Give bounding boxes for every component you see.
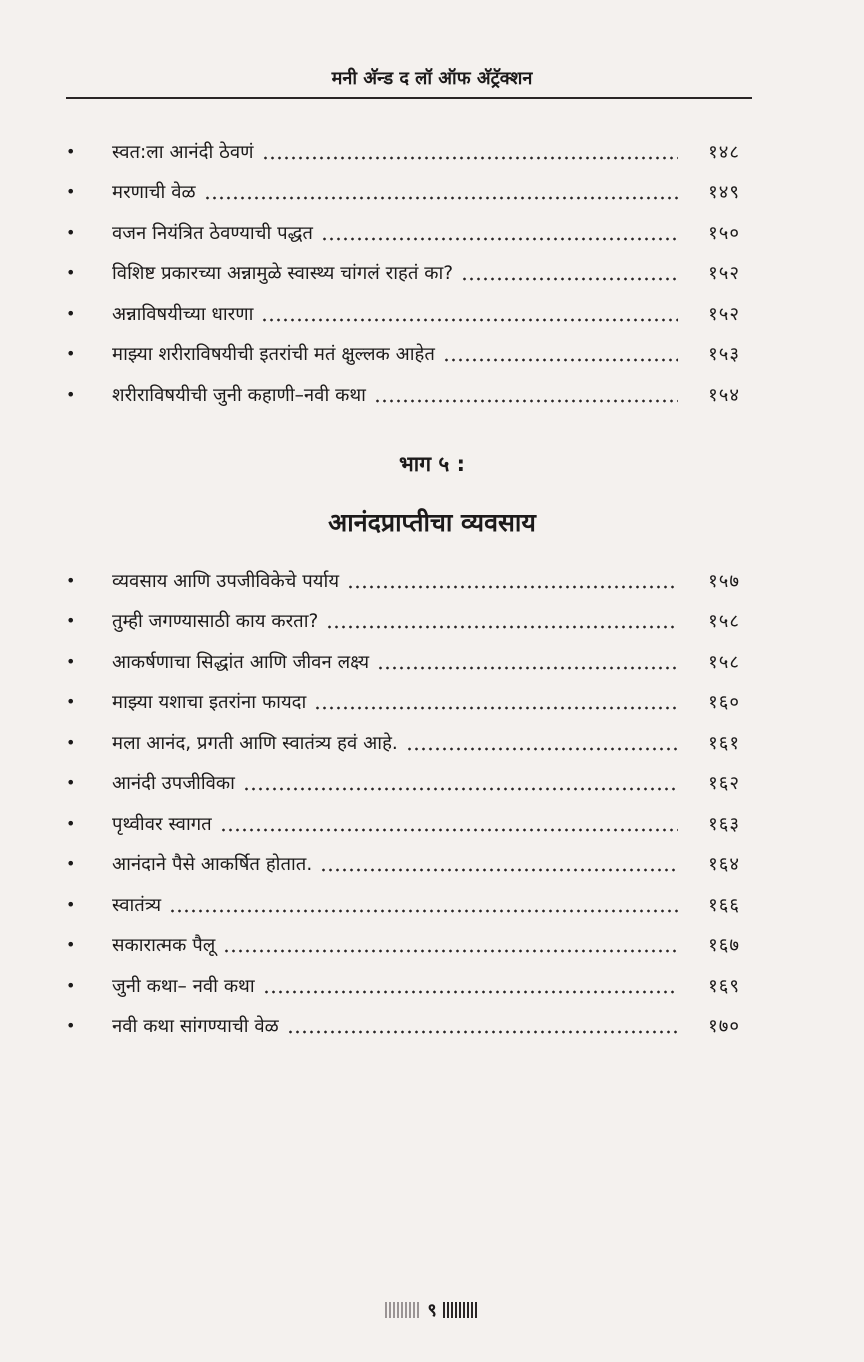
toc-entry-page: १६२ (708, 773, 740, 795)
toc-entry-page: १४८ (708, 141, 740, 163)
toc-entry-page: १६४ (708, 854, 740, 876)
toc-entry (60, 374, 740, 415)
running-head: मनी अ‍ॅन्ड द लॉ ऑफ अ‍ॅट्रॅक्शन (331, 68, 533, 89)
bullet-icon: • (66, 651, 76, 671)
section-title: आनंदप्राप्तीचा व्यवसाय (328, 508, 536, 537)
toc-entry-page: १६१ (708, 732, 740, 754)
toc-entry (60, 1006, 740, 1047)
dot-leader (287, 1030, 678, 1034)
toc-entry-page: १५० (708, 222, 740, 244)
toc-entry-title: स्वातंत्र्य (112, 894, 162, 916)
dot-leader (326, 625, 678, 629)
dot-leader (347, 585, 678, 589)
dot-leader (321, 237, 678, 241)
toc-entry-page: १६९ (708, 975, 740, 997)
toc-entry (60, 844, 740, 885)
dot-leader (261, 318, 678, 322)
toc-entry (60, 682, 740, 723)
toc-entry-page: १५७ (708, 570, 740, 592)
bullet-icon: • (66, 182, 76, 202)
page-number: ९ (427, 1300, 437, 1321)
bullet-icon: • (66, 1016, 76, 1036)
dot-leader (443, 358, 678, 362)
toc-entry-title: वजन नियंत्रित ठेवण्याची पद्धत (112, 222, 313, 244)
toc-entry-title: मरणाची वेळ (112, 182, 196, 204)
toc-entry-title: आनंदाने पैसे आकर्षित होतात. (112, 854, 313, 876)
toc-entry-title: मला आनंद, प्रगती आणि स्वातंत्र्य हवं आहे. (112, 732, 398, 754)
toc-entry-title: पृथ्वीवर स्वागत (112, 813, 212, 835)
toc-entry-title: आनंदी उपजीविका (112, 773, 235, 795)
header-rule (66, 97, 752, 99)
part-label: भाग ५ : (399, 452, 465, 476)
toc-entry (60, 722, 740, 763)
toc-entry-page: १५८ (708, 611, 740, 633)
toc-entry (60, 293, 740, 334)
toc-entry-page: १६७ (708, 935, 740, 957)
toc-entry-title: तुम्ही जगण्यासाठी काय करता? (112, 611, 319, 633)
toc-entry-title: जुनी कथा– नवी कथा (112, 975, 255, 997)
toc-entry-page: १७० (708, 1016, 740, 1038)
bullet-icon: • (66, 813, 76, 833)
toc-entry-page: १५८ (708, 651, 740, 673)
toc-entry (60, 253, 740, 294)
dot-leader (169, 909, 678, 913)
bullet-icon: • (66, 222, 76, 242)
toc-entry-page: १५४ (708, 384, 740, 406)
dot-leader (263, 990, 678, 994)
dot-leader (374, 399, 678, 403)
toc-entry (60, 884, 740, 925)
dot-leader (406, 747, 678, 751)
toc-entry-title: माझ्या शरीराविषयीची इतरांची मतं क्षुल्लक आहेत (112, 344, 435, 366)
footer-ornament-left (385, 1302, 421, 1318)
bullet-icon: • (66, 570, 76, 590)
toc-entry (60, 131, 740, 172)
toc-entry-page: १४९ (708, 182, 740, 204)
bullet-icon: • (66, 692, 76, 712)
bullet-icon: • (66, 344, 76, 364)
toc-entry-title: आकर्षणाचा सिद्धांत आणि जीवन लक्ष्य (112, 651, 370, 673)
bullet-icon: • (66, 894, 76, 914)
toc-entry-page: १६० (708, 692, 740, 714)
toc-entry (60, 334, 740, 375)
dot-leader (461, 277, 678, 281)
toc-list-part-5 (60, 560, 740, 1046)
toc-entry-title: व्यवसाय आणि उपजीविकेचे पर्याय (112, 570, 340, 592)
footer-ornament-right (443, 1302, 479, 1318)
dot-leader (320, 868, 678, 872)
toc-entry-page: १५२ (708, 263, 740, 285)
toc-entry (60, 601, 740, 642)
dot-leader (223, 949, 678, 953)
toc-entry-title: नवी कथा सांगण्याची वेळ (112, 1016, 279, 1038)
dot-leader (243, 787, 678, 791)
dot-leader (204, 196, 678, 200)
toc-entry (60, 172, 740, 213)
dot-leader (262, 156, 678, 160)
toc-entry-title: अन्नाविषयीच्या धारणा (112, 303, 254, 325)
toc-entry-title: स्वत:ला आनंदी ठेवणं (112, 141, 254, 163)
toc-entry-title: विशिष्ट प्रकारच्या अन्नामुळे स्वास्थ्य चांगलं राहतं का? (112, 263, 454, 285)
toc-entry (60, 803, 740, 844)
toc-entry-page: १५२ (708, 303, 740, 325)
bullet-icon: • (66, 263, 76, 283)
bullet-icon: • (66, 935, 76, 955)
bullet-icon: • (66, 611, 76, 631)
toc-entry (60, 763, 740, 804)
dot-leader (220, 828, 678, 832)
toc-entry-page: १६३ (708, 813, 740, 835)
bullet-icon: • (66, 773, 76, 793)
dot-leader (314, 706, 678, 710)
bullet-icon: • (66, 384, 76, 404)
bullet-icon: • (66, 854, 76, 874)
toc-entry (60, 925, 740, 966)
toc-entry-title: माझ्या यशाचा इतरांना फायदा (112, 692, 307, 714)
toc-entry (60, 212, 740, 253)
toc-list-part-4 (60, 131, 740, 415)
toc-entry-title: सकारात्मक पैलू (112, 935, 216, 957)
toc-entry (60, 641, 740, 682)
toc-entry (60, 560, 740, 601)
toc-entry (60, 965, 740, 1006)
toc-entry-title: शरीराविषयीची जुनी कहाणी–नवी कथा (112, 384, 366, 406)
bullet-icon: • (66, 141, 76, 161)
page-footer (0, 1298, 864, 1322)
bullet-icon: • (66, 975, 76, 995)
toc-entry-page: १६६ (708, 894, 740, 916)
dot-leader (377, 666, 678, 670)
toc-entry-page: १५३ (708, 344, 740, 366)
bullet-icon: • (66, 732, 76, 752)
bullet-icon: • (66, 303, 76, 323)
